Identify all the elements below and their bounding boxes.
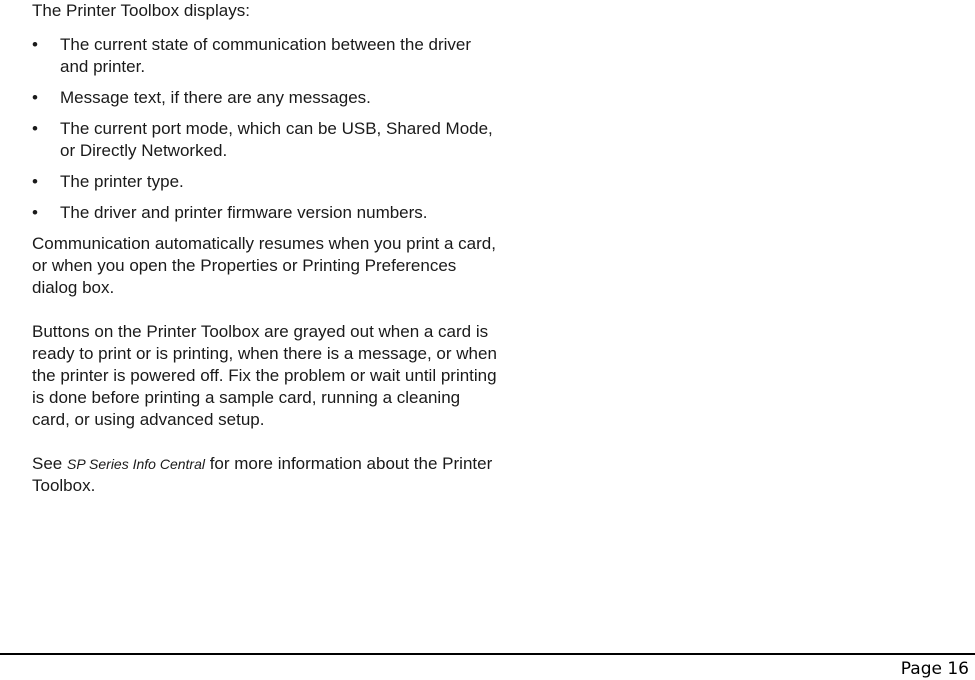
page-number: Page 16	[900, 659, 969, 679]
feature-list	[32, 34, 502, 224]
list-item	[32, 34, 502, 78]
see-also-prefix: See	[32, 454, 67, 473]
list-item-text: The current state of communication between the driver and printer.	[60, 35, 472, 76]
list-item	[32, 87, 502, 109]
footer-divider	[0, 653, 975, 655]
intro-text: The Printer Toolbox displays:	[32, 1, 250, 20]
list-item-text: The printer type.	[60, 172, 184, 191]
see-also-suffix: for more information about the Printer Toolbox.	[32, 454, 493, 495]
list-item	[32, 171, 502, 193]
info-central-reference: SP Series Info Central	[66, 456, 205, 472]
list-item-text: Message text, if there are any messages.	[60, 88, 371, 107]
bullet-icon: •	[32, 88, 38, 107]
document-body	[32, 0, 502, 519]
bullet-icon: •	[32, 35, 38, 54]
list-item-text: The current port mode, which can be USB, Shared Mode, or Directly Networked.	[60, 119, 493, 160]
list-item	[32, 118, 502, 162]
bullet-icon: •	[32, 203, 38, 222]
bullet-icon: •	[32, 172, 38, 191]
bullet-icon: •	[32, 119, 38, 138]
grayed-buttons-paragraph: Buttons on the Printer Toolbox are grayed out when a card is ready to print or is printing, when there is a message, or when the printer is powered off. Fix the problem or wait until printing is done before printing a sample card, running a cleaning card, or using advanced setup.	[32, 322, 497, 429]
see-also-paragraph	[32, 453, 502, 497]
communication-paragraph: Communication automatically resumes when you print a card, or when you open the Properties or Printing Preferences dialog box.	[32, 234, 496, 297]
list-item-text: The driver and printer firmware version numbers.	[60, 203, 428, 222]
list-item	[32, 202, 502, 224]
